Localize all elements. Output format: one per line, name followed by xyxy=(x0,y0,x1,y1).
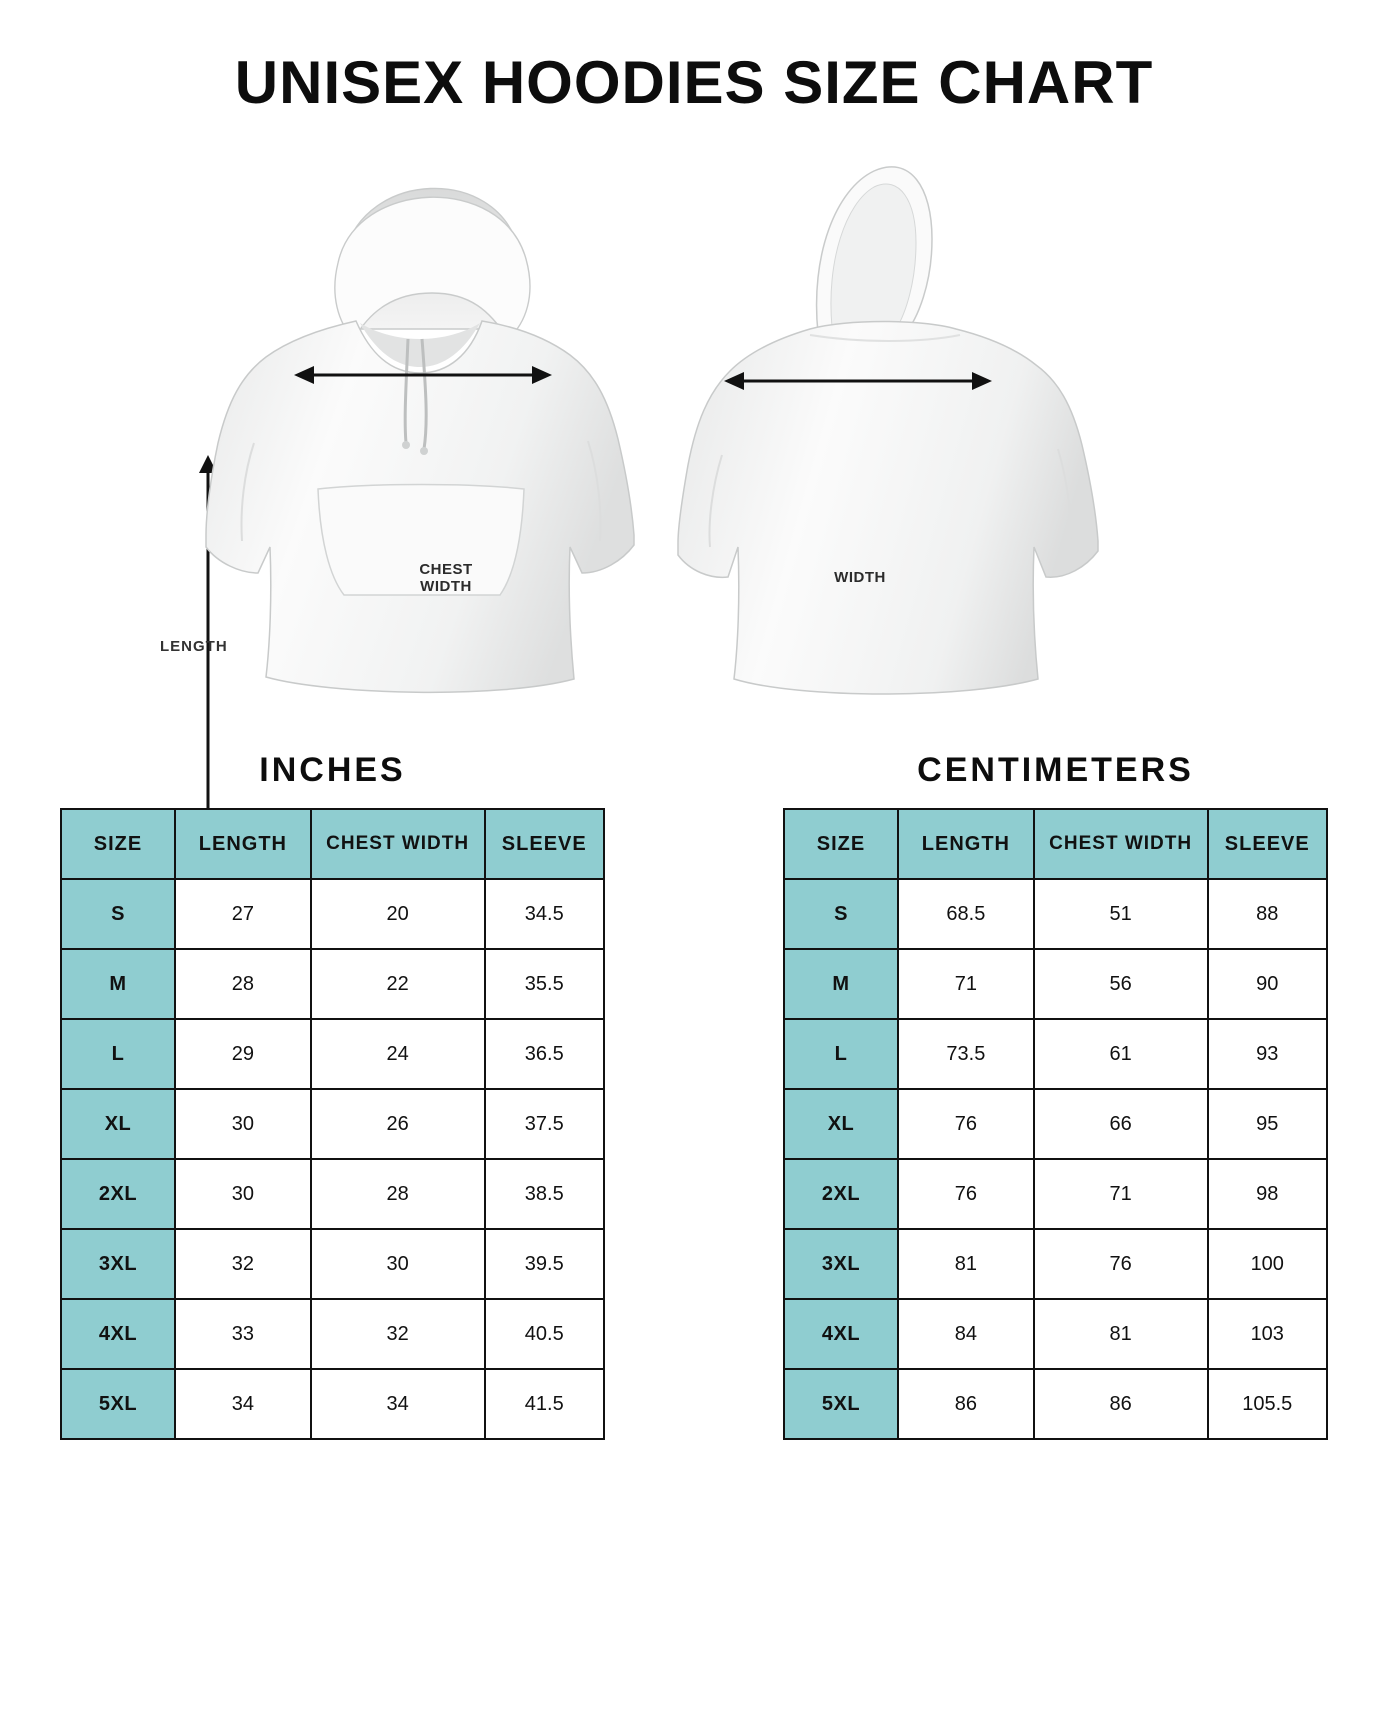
col-header-size: SIZE xyxy=(61,809,175,879)
col-header-chest-width: CHEST WIDTH xyxy=(1034,809,1208,879)
table-row xyxy=(61,1019,604,1089)
table-row xyxy=(784,1159,1327,1229)
table-row xyxy=(61,949,604,1019)
cell-chest: 20 xyxy=(311,879,485,949)
table-row xyxy=(784,949,1327,1019)
cell-length: 73.5 xyxy=(898,1019,1034,1089)
cell-chest: 81 xyxy=(1034,1299,1208,1369)
cell-chest: 34 xyxy=(311,1369,485,1439)
col-header-sleeve: SLEEVE xyxy=(485,809,604,879)
cell-sleeve: 100 xyxy=(1208,1229,1327,1299)
cell-sleeve: 34.5 xyxy=(485,879,604,949)
cell-sleeve: 88 xyxy=(1208,879,1327,949)
cell-sleeve: 39.5 xyxy=(485,1229,604,1299)
hoodie-front-illustration xyxy=(170,143,690,703)
cell-size: S xyxy=(61,879,175,949)
table-row xyxy=(784,1299,1327,1369)
table-row xyxy=(784,1019,1327,1089)
table-row xyxy=(784,1369,1327,1439)
cell-size: 4XL xyxy=(61,1299,175,1369)
cell-size: 2XL xyxy=(61,1159,175,1229)
chest-width-label xyxy=(386,561,506,596)
cell-sleeve: 40.5 xyxy=(485,1299,604,1369)
cell-length: 33 xyxy=(175,1299,311,1369)
cell-sleeve: 41.5 xyxy=(485,1369,604,1439)
cell-length: 71 xyxy=(898,949,1034,1019)
col-header-chest-width: CHEST WIDTH xyxy=(311,809,485,879)
hoodie-diagram xyxy=(0,143,1388,733)
cell-sleeve: 90 xyxy=(1208,949,1327,1019)
hoodie-back-illustration xyxy=(660,143,1140,703)
cell-size: 2XL xyxy=(784,1159,898,1229)
col-header-length: LENGTH xyxy=(175,809,311,879)
table-row xyxy=(61,1089,604,1159)
cell-size: M xyxy=(784,949,898,1019)
cell-length: 32 xyxy=(175,1229,311,1299)
cell-sleeve: 105.5 xyxy=(1208,1369,1327,1439)
cell-size: L xyxy=(61,1019,175,1089)
table-row xyxy=(61,879,604,949)
cell-chest: 30 xyxy=(311,1229,485,1299)
cell-size: 3XL xyxy=(61,1229,175,1299)
cell-size: 5XL xyxy=(61,1369,175,1439)
page-title: UNISEX HOODIES SIZE CHART xyxy=(234,49,1154,116)
table-header-row xyxy=(61,809,604,879)
cell-size: L xyxy=(784,1019,898,1089)
cell-sleeve: 103 xyxy=(1208,1299,1327,1369)
centimeters-size-table xyxy=(783,808,1328,1440)
table-row xyxy=(61,1159,604,1229)
table-row xyxy=(784,879,1327,949)
chest-label-line2: WIDTH xyxy=(420,578,472,596)
cell-sleeve: 93 xyxy=(1208,1019,1327,1089)
chest-label-line1: CHEST xyxy=(419,561,473,578)
cell-sleeve: 36.5 xyxy=(485,1019,604,1089)
cell-length: 29 xyxy=(175,1019,311,1089)
length-label: LENGTH xyxy=(160,638,228,655)
cell-sleeve: 38.5 xyxy=(485,1159,604,1229)
table-row xyxy=(61,1299,604,1369)
inches-table-block xyxy=(60,751,605,1440)
cell-length: 76 xyxy=(898,1089,1034,1159)
cell-length: 68.5 xyxy=(898,879,1034,949)
centimeters-table-title: CENTIMETERS xyxy=(917,751,1194,789)
cell-chest: 28 xyxy=(311,1159,485,1229)
cell-chest: 86 xyxy=(1034,1369,1208,1439)
cell-chest: 71 xyxy=(1034,1159,1208,1229)
table-row xyxy=(784,1229,1327,1299)
table-row xyxy=(61,1229,604,1299)
cell-size: 5XL xyxy=(784,1369,898,1439)
cell-size: 3XL xyxy=(784,1229,898,1299)
cell-size: M xyxy=(61,949,175,1019)
cell-sleeve: 37.5 xyxy=(485,1089,604,1159)
cell-length: 81 xyxy=(898,1229,1034,1299)
cell-length: 30 xyxy=(175,1159,311,1229)
cell-size: 4XL xyxy=(784,1299,898,1369)
col-header-sleeve: SLEEVE xyxy=(1208,809,1327,879)
cell-length: 27 xyxy=(175,879,311,949)
cell-length: 84 xyxy=(898,1299,1034,1369)
cell-length: 34 xyxy=(175,1369,311,1439)
cell-size: XL xyxy=(61,1089,175,1159)
inches-table-title: INCHES xyxy=(259,751,406,789)
cell-chest: 26 xyxy=(311,1089,485,1159)
cell-size: S xyxy=(784,879,898,949)
col-header-size: SIZE xyxy=(784,809,898,879)
cell-chest: 24 xyxy=(311,1019,485,1089)
inches-size-table xyxy=(60,808,605,1440)
cell-sleeve: 95 xyxy=(1208,1089,1327,1159)
cell-chest: 32 xyxy=(311,1299,485,1369)
size-tables xyxy=(0,751,1388,1440)
cell-chest: 56 xyxy=(1034,949,1208,1019)
cell-chest: 51 xyxy=(1034,879,1208,949)
cell-length: 76 xyxy=(898,1159,1034,1229)
table-header-row xyxy=(784,809,1327,879)
back-width-label: WIDTH xyxy=(834,569,886,586)
table-row xyxy=(61,1369,604,1439)
table-row xyxy=(784,1089,1327,1159)
cell-length: 30 xyxy=(175,1089,311,1159)
cell-length: 28 xyxy=(175,949,311,1019)
cell-sleeve: 35.5 xyxy=(485,949,604,1019)
col-header-length: LENGTH xyxy=(898,809,1034,879)
cell-size: XL xyxy=(784,1089,898,1159)
centimeters-table-block xyxy=(783,751,1328,1440)
cell-chest: 22 xyxy=(311,949,485,1019)
cell-chest: 66 xyxy=(1034,1089,1208,1159)
cell-chest: 61 xyxy=(1034,1019,1208,1089)
cell-length: 86 xyxy=(898,1369,1034,1439)
cell-sleeve: 98 xyxy=(1208,1159,1327,1229)
cell-chest: 76 xyxy=(1034,1229,1208,1299)
